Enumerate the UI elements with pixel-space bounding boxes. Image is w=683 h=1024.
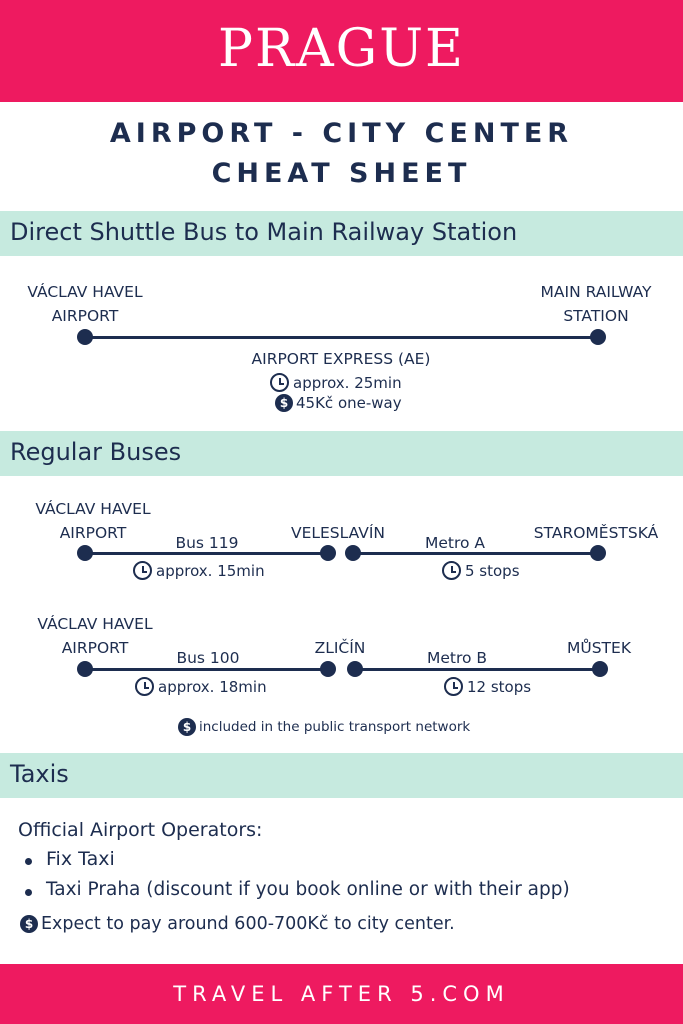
bullet-marker	[25, 858, 32, 865]
bullet-marker	[25, 889, 32, 896]
route1-origin-line2: AIRPORT	[59, 524, 127, 542]
route1-leg2-info	[442, 561, 520, 580]
taxi-price-note	[20, 914, 455, 934]
shuttle-duration	[270, 373, 402, 392]
route2-leg1-line	[85, 668, 328, 671]
route2-destination: MŮSTEK	[567, 639, 631, 657]
dollar-icon: $	[178, 718, 196, 736]
shuttle-duration-text: approx. 25min	[293, 373, 402, 392]
taxi-operator-item: Taxi Praha (discount if you book online or with their app)	[46, 879, 570, 900]
shuttle-destination	[516, 280, 676, 328]
route1-transfer-stop-a	[320, 545, 336, 561]
route1-leg2-line	[353, 552, 598, 555]
shuttle-origin-stop	[77, 329, 93, 345]
section-header-regular	[0, 431, 683, 476]
route2-leg2-info-text: 12 stops	[467, 677, 532, 696]
route2-transfer: ZLIČÍN	[314, 639, 366, 657]
route2-leg1-info	[135, 677, 267, 696]
shuttle-destination-line1: MAIN RAILWAY	[540, 283, 652, 301]
shuttle-destination-stop	[590, 329, 606, 345]
shuttle-service-name: AIRPORT EXPRESS (AE)	[251, 350, 431, 368]
section-header-shuttle	[0, 211, 683, 256]
footer-site-name: TRAVEL AFTER 5.COM	[173, 982, 510, 1006]
dollar-icon: $	[275, 394, 293, 412]
route1-leg2-info-text: 5 stops	[465, 561, 520, 580]
route2-origin-line2: AIRPORT	[61, 639, 129, 657]
route2-origin-stop	[77, 661, 93, 677]
route1-transfer-stop-b	[345, 545, 361, 561]
clock-icon	[133, 561, 152, 580]
route1-destination: STAROMĚSTSKÁ	[533, 524, 659, 542]
route2-destination-stop	[592, 661, 608, 677]
route1-leg1-line	[85, 552, 328, 555]
route1-origin	[13, 497, 173, 545]
route1-leg1-name: Bus 119	[175, 534, 239, 552]
route2-origin-line1: VÁCLAV HAVEL	[37, 615, 153, 633]
dollar-icon: $	[20, 915, 38, 933]
footer-banner	[0, 964, 683, 1024]
clock-icon	[135, 677, 154, 696]
taxi-operator-item: Fix Taxi	[46, 848, 115, 870]
route2-leg1-name: Bus 100	[176, 649, 240, 667]
subtitle-line2: CHEAT SHEET	[211, 158, 472, 189]
taxi-price-note-text: Expect to pay around 600-700Kč to city center.	[41, 914, 455, 934]
public-transport-note-text: included in the public transport network	[199, 719, 471, 735]
route1-origin-stop	[77, 545, 93, 561]
shuttle-origin-line2: AIRPORT	[51, 307, 119, 325]
shuttle-origin-line1: VÁCLAV HAVEL	[27, 283, 143, 301]
route2-transfer-stop-a	[320, 661, 336, 677]
clock-icon	[270, 373, 289, 392]
public-transport-note	[178, 718, 470, 736]
section-title-taxis: Taxis	[10, 760, 69, 788]
section-title-shuttle: Direct Shuttle Bus to Main Railway Station	[10, 218, 518, 246]
taxis-intro: Official Airport Operators:	[18, 819, 263, 841]
shuttle-price-text: 45Kč one-way	[296, 394, 402, 412]
route2-leg2-info	[444, 677, 531, 696]
route1-origin-line1: VÁCLAV HAVEL	[35, 500, 151, 518]
route2-leg2-line	[355, 668, 600, 671]
shuttle-origin	[5, 280, 165, 328]
route1-transfer: VELESLAVÍN	[290, 524, 386, 542]
route2-leg2-name: Metro B	[426, 649, 488, 667]
page-title: PRAGUE	[217, 19, 465, 79]
route2-origin	[15, 612, 175, 660]
section-header-taxis	[0, 753, 683, 798]
header-banner	[0, 0, 683, 102]
route1-leg1-info-text: approx. 15min	[156, 561, 265, 580]
shuttle-price	[275, 394, 402, 412]
route2-transfer-stop-b	[347, 661, 363, 677]
clock-icon	[444, 677, 463, 696]
route1-leg1-info	[133, 561, 265, 580]
route2-leg1-info-text: approx. 18min	[158, 677, 267, 696]
route1-leg2-name: Metro A	[424, 534, 486, 552]
shuttle-destination-line2: STATION	[563, 307, 629, 325]
clock-icon	[442, 561, 461, 580]
subtitle-line1: AIRPORT - CITY CENTER	[109, 118, 574, 149]
route1-destination-stop	[590, 545, 606, 561]
section-title-regular: Regular Buses	[10, 438, 182, 466]
shuttle-route-line	[85, 336, 598, 339]
